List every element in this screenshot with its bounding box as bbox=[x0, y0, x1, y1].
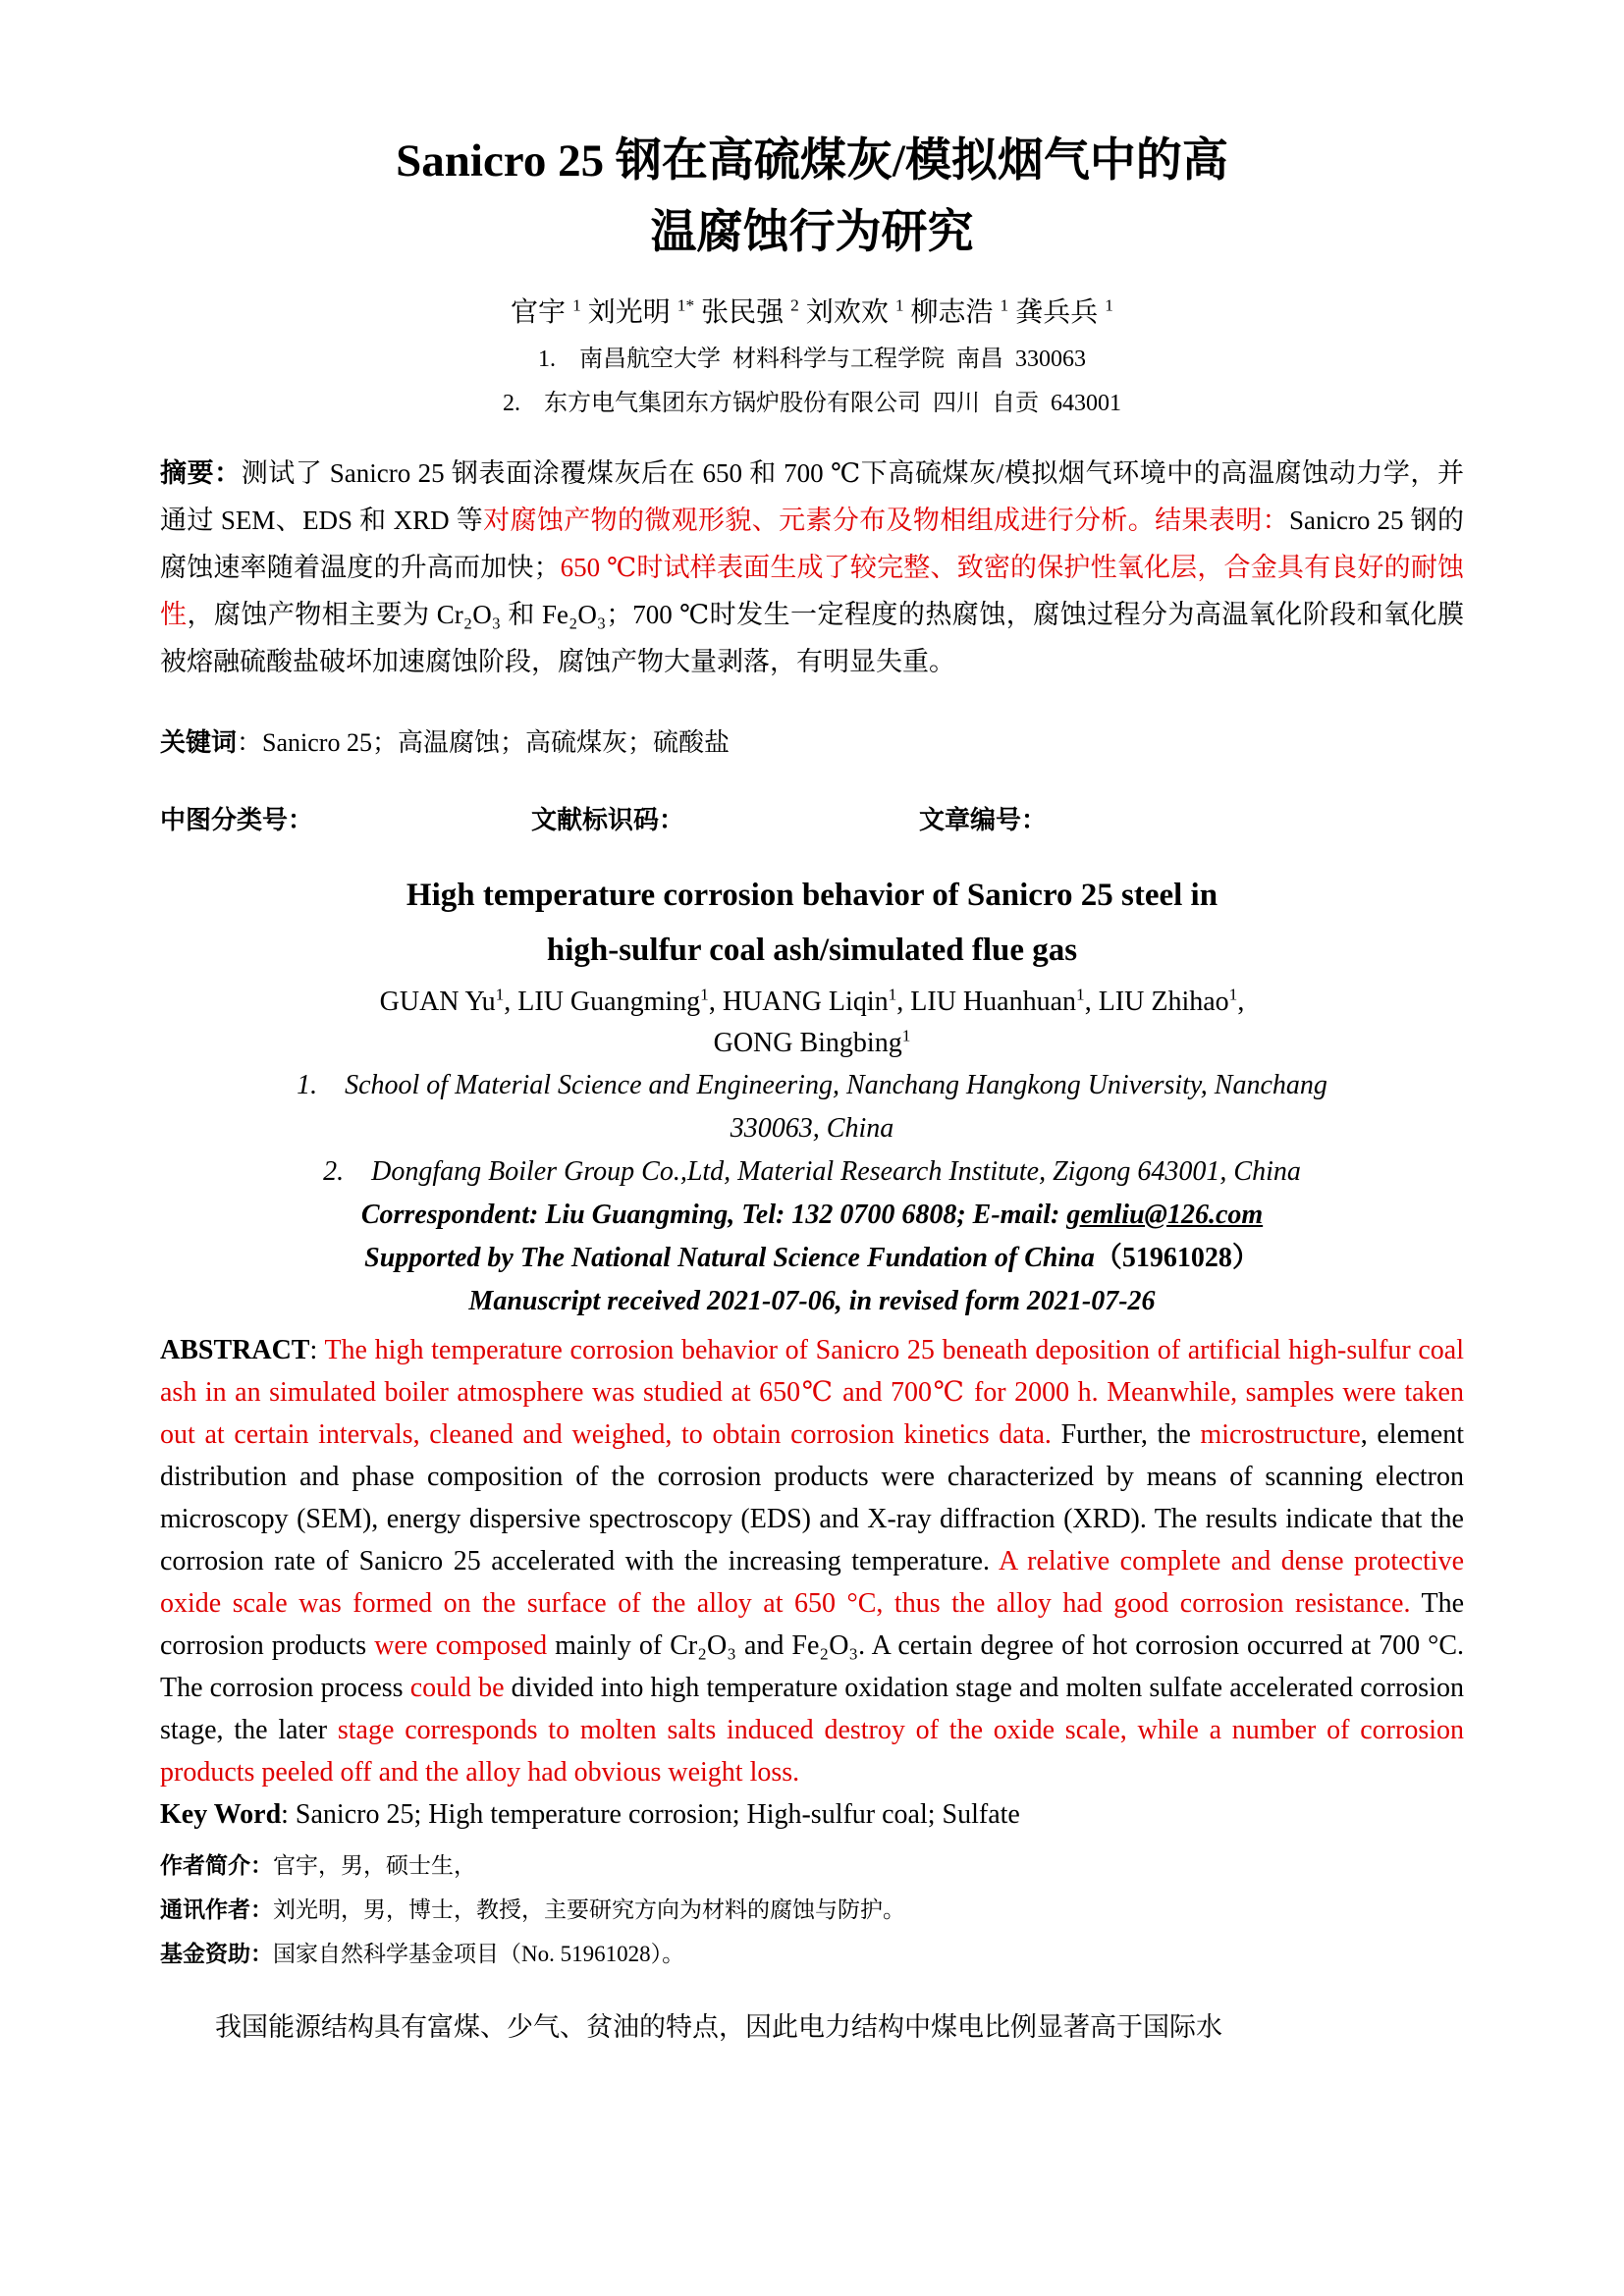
english-affiliation-2: 2. Dongfang Boiler Group Co.,Ltd, Material Research Institute, Zigong 643001, China bbox=[323, 1156, 1301, 1187]
english-abstract bbox=[160, 1329, 1464, 1793]
english-authors-line2: GONG Bingbing$^1$ bbox=[713, 1026, 911, 1058]
corresponding-author-line bbox=[160, 1888, 1464, 1932]
english-affiliation-1-line1: 1. School of Material Science and Engineering, Nanchang Hangkong University, Nanchang bbox=[297, 1070, 1327, 1100]
english-title-line2: high-sulfur coal ash/simulated flue gas bbox=[546, 933, 1078, 968]
english-affiliations bbox=[160, 1064, 1464, 1194]
author-bio-line bbox=[160, 1843, 1464, 1888]
chinese-keywords bbox=[160, 722, 1464, 759]
english-affiliation-1-line2: 330063, China bbox=[730, 1113, 894, 1144]
english-title bbox=[160, 868, 1464, 978]
author-bio-label: 作者简介： bbox=[160, 1852, 273, 1878]
funding-support-line: Supported by The National Natural Science Fundation of China（51961028） bbox=[364, 1243, 1260, 1273]
corresponding-author-label: 通讯作者： bbox=[160, 1896, 273, 1922]
funding-line bbox=[160, 1932, 1464, 1976]
chinese-keywords-text: ：Sanicro 25；高温腐蚀；高硫煤灰；硫酸盐 bbox=[237, 728, 730, 757]
english-authors-line1: GUAN Yu$^1$, LIU Guangming$^1$, HUANG Liqin$^1$, LIU Huanhuan$^1$, LIU Zhihao$^1$, bbox=[379, 985, 1245, 1017]
correspondent-line[interactable]: Correspondent: Liu Guangming, Tel: 132 0700 6808; E-mail: gemliu@126.com bbox=[360, 1200, 1264, 1230]
chinese-title-line1: Sanicro 25 钢在高硫煤灰/模拟烟气中的高 bbox=[396, 135, 1228, 187]
chinese-abstract bbox=[160, 450, 1464, 685]
author-bio-text: 官宇，男，硕士生， bbox=[273, 1853, 476, 1878]
chinese-keywords-label: 关键词 bbox=[160, 727, 238, 757]
funding-label: 基金资助： bbox=[160, 1941, 273, 1966]
english-abstract-text: The high temperature corrosion behavior of Sanicro 25 beneath deposition of artificial high-sulfur coal ash in an simulated boiler atmosphere was studied at 650℃ and 700℃ for 2000 h. Meanwhile, samples were taken out at certain intervals, cleaned and weighed, to obtain corrosion kinetics data. Further, the microstructure, element distribution and phase composition of the corrosion products were characterized by means of scanning electron microscopy (SEM), energy dispersive spectroscopy (EDS) and X-ray diffraction (XRD). The results indicate that the corrosion rate of Sanicro 25 accelerated with the increasing temperature. A relative complete and dense protective oxide scale was formed on the surface of the alloy at 650 °C, thus the alloy had good corrosion resistance. The corrosion products were composed mainly of Cr₂O₃ and Fe₂O₃. A certain degree of hot corrosion occurred at 700 °C. The corrosion process could be divided into high temperature oxidation stage and molten sulfate accelerated corrosion stage, the later stage corresponds to molten salts induced destroy of the oxide scale, while a number of corrosion products peeled off and the alloy had obvious weight loss. bbox=[160, 1335, 1464, 1788]
chinese-authors: 官宇 $^1$ 刘光明 $^{1*}$ 张民强 $^2$ 刘欢欢 $^1$ 柳志浩 $^1$ 龚兵兵 $^1$ bbox=[511, 295, 1113, 328]
english-abstract-colon: : bbox=[309, 1335, 325, 1365]
english-authors bbox=[160, 982, 1464, 1064]
body-first-paragraph: 我国能源结构具有富煤、少气、贫油的特点，因此电力结构中煤电比例显著高于国际水 bbox=[215, 2012, 1222, 2042]
english-keywords bbox=[160, 1793, 1464, 1836]
funding-text: 国家自然科学基金项目（No. 51961028）。 bbox=[273, 1942, 685, 1966]
chinese-affiliations bbox=[160, 338, 1464, 426]
manuscript-dates-line: Manuscript received 2021-07-06, in revised form 2021-07-26 bbox=[468, 1286, 1156, 1316]
classification-line bbox=[160, 800, 1464, 836]
author-bios bbox=[160, 1843, 1464, 1976]
chinese-title bbox=[160, 126, 1464, 269]
document-code-label: 文献标识码： bbox=[531, 805, 685, 834]
clc-number-label: 中图分类号： bbox=[160, 805, 314, 834]
english-keywords-label: Key Word bbox=[160, 1799, 282, 1830]
chinese-title-line2: 温腐蚀行为研究 bbox=[650, 207, 974, 258]
chinese-affiliation-2: 2. 东方电气集团东方锅炉股份有限公司 四川 自贡 643001 bbox=[503, 391, 1121, 416]
english-abstract-label: ABSTRACT bbox=[160, 1335, 310, 1365]
article-id-label: 文章编号： bbox=[919, 805, 1048, 834]
corresponding-author-text: 刘光明，男，博士，教授，主要研究方向为材料的腐蚀与防护。 bbox=[273, 1897, 905, 1922]
chinese-abstract-label: 摘要： bbox=[160, 458, 242, 488]
english-keywords-text: : Sanicro 25; High temperature corrosion; High-sulfur coal; Sulfate bbox=[281, 1799, 1020, 1830]
english-title-line1: High temperature corrosion behavior of Sanicro 25 steel in bbox=[406, 878, 1218, 913]
chinese-abstract-text: 测试了 Sanicro 25 钢表面涂覆煤灰后在 650 和 700 ℃下高硫煤灰/模拟烟气环境中的高温腐蚀动力学，并通过 SEM、EDS 和 XRD 等对腐蚀产物的微观形貌、元素分布及物相组成进行分析。结果表明：Sanicro 25 钢的腐蚀速率随着温度的升高而加快；650 ℃时试样表面生成了较完整、致密的保护性氧化层，合金具有良好的耐蚀性，腐蚀产物相主要为 Cr₂O₃ 和 Fe₂O₃；700 ℃时发生一定程度的热腐蚀，腐蚀过程分为高温氧化阶段和氧化膜被熔融硫酸盐破坏加速腐蚀阶段，腐蚀产物大量剥落，有明显失重。 bbox=[160, 458, 1465, 676]
chinese-affiliation-1: 1. 南昌航空大学 材料科学与工程学院 南昌 330063 bbox=[538, 347, 1086, 372]
